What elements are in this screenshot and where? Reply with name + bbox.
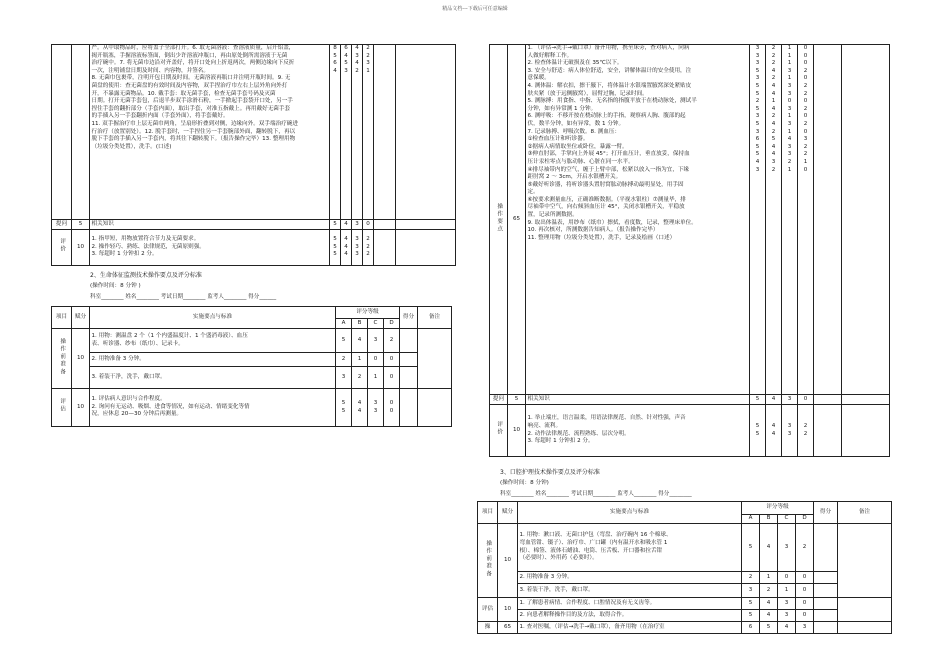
table-cell-text: 1: [771, 98, 776, 105]
table-cell-text: 备注: [838, 502, 892, 524]
table-cell-text: 0: [796, 598, 814, 610]
table-cell-text: 1: [760, 572, 778, 584]
table-cell-text: 4: [771, 151, 776, 158]
table-cell-text: 项目: [478, 502, 498, 524]
table-cell-text: 4: [760, 524, 778, 572]
table-cell-text: 2: [803, 105, 808, 112]
table-cell-text: 肤夹紧（放于远侧腋窝），屈臂过胸，记录时间。: [527, 90, 648, 97]
table-cell-text: 3: [787, 151, 792, 158]
table-cell-text: 评估: [478, 598, 498, 622]
table-cell-text: 0: [803, 113, 808, 120]
table-cell-text: 3: [755, 113, 760, 120]
table-cell-text: 2: [366, 251, 370, 258]
table-cell-text: 提问: [490, 395, 508, 405]
table-cell-text: 9. 取出体温表，用纱布（纸巾）擦拭，看度数，记录，整理床单位。: [527, 219, 697, 226]
table-cell-text: 2: [803, 90, 808, 97]
table-cell-text: 4: [771, 105, 776, 112]
table-cell-text: 5: [330, 220, 341, 230]
table-cell-text: 人做好解释工作。: [527, 52, 573, 59]
table-cell-text: 3. 安全与舒适：病人体位舒适，安全，讲解体温计的安全使用，注: [527, 67, 692, 74]
table-cell-text: 5: [336, 329, 352, 353]
table-cell-text: 2: [771, 60, 776, 67]
aseptic-continuation-table: [51, 44, 456, 266]
table-cell-text: B: [760, 515, 778, 524]
table-cell-text: 5: [755, 151, 760, 158]
table-cell-text: 2: [355, 67, 359, 74]
table-cell-text: 5: [333, 251, 337, 258]
table-cell-text: C: [368, 319, 384, 329]
table-row: [52, 220, 456, 230]
table-cell-text: 65: [508, 45, 526, 395]
table-cell-text: 3: [755, 60, 760, 67]
table-cell-text: 5: [755, 120, 760, 127]
table-cell-text: ②据病人病情取坐位或卧位，暴露一臂。: [527, 143, 628, 150]
table-cell-text: 2: [796, 524, 814, 572]
aseptic-steps-text: [90, 45, 330, 220]
table-cell-text: 3: [787, 120, 792, 127]
table-cell-text: 4: [771, 67, 776, 74]
grade-b-column: [766, 45, 782, 395]
table-cell-text: 评价: [59, 238, 66, 254]
table-cell-text: 3: [355, 243, 359, 250]
table-cell-text: 0: [796, 572, 814, 584]
table-cell-text: 3: [755, 166, 760, 173]
table-cell-text: 4: [766, 395, 782, 405]
table-cell-text: 1. 用物：测温盘 2 个（1 个内盛温度计、1 个盛消毒液）、血压: [91, 332, 248, 339]
table-cell-text: 赋分: [498, 502, 518, 524]
table-cell-text: 5: [344, 60, 348, 67]
table-cell-text: 得分: [400, 307, 418, 329]
table-cell-text: 2: [336, 353, 352, 367]
table-cell-text: 3: [787, 422, 792, 429]
table-cell-text: 1. 评估病人意识与合作程度。: [91, 396, 166, 403]
table-cell-text: 4: [771, 120, 776, 127]
table-cell-text: 意保暖。: [527, 75, 550, 82]
table-cell-text: 弯血管钳、镊子）、治疗巾、广口罐（内有温开水和吸水管 1: [519, 539, 668, 546]
table-cell-text: 10: [498, 598, 518, 622]
table-cell-text: 1: [352, 353, 368, 367]
table-cell-text: 10: [508, 405, 526, 457]
table-cell-text: 10. 再次核对，所测数据告知病人。（报告操作完毕）: [527, 227, 659, 234]
table-cell-text: 5: [755, 143, 760, 150]
table-cell-text: 1. 了解患者病情、合作程度、口腔情况及有无义齿等。: [518, 598, 742, 610]
table-cell-text: 4: [333, 67, 337, 74]
table-cell-text: 6: [755, 136, 760, 143]
table-row: [478, 584, 892, 598]
table-cell-text: 项目: [52, 307, 72, 329]
table-cell-text: 相关知识: [526, 395, 750, 405]
table-cell-text: 5: [742, 610, 760, 622]
table-cell-text: 4: [344, 243, 348, 250]
vital-signs-operation-table: [489, 44, 890, 457]
table-row: [478, 572, 892, 584]
table-cell-text: 0: [803, 45, 808, 51]
table-cell-text: B: [352, 319, 368, 329]
table-cell-text: 3. 着装干净，洗手，戴口罩。: [518, 584, 742, 598]
table-cell-text: 况，应休息 20—30 分钟后再测量。: [91, 411, 183, 418]
table-cell-text: 5: [755, 105, 760, 112]
table-row: [478, 610, 892, 622]
table-cell-text: 5: [333, 236, 337, 243]
table-cell-text: 3: [787, 143, 792, 150]
table-cell-text: 3: [787, 82, 792, 89]
table-cell-text: 3: [787, 67, 792, 74]
table-cell-text: 脱下手套的手插入另一手套内，将其往下翻转脱下。（报告操作完毕）13. 整理用物: [91, 136, 296, 143]
table-cell-text: 3: [755, 45, 760, 51]
table-cell-text: 6: [742, 622, 760, 634]
table-cell-text: 操: [478, 622, 498, 634]
table-cell-text: 1: [787, 75, 792, 82]
section3-title: 3、口腔护理技术操作要点及评分标准: [500, 469, 600, 476]
table-cell-text: 2: [803, 151, 808, 158]
table-cell-text: 0: [363, 220, 374, 230]
table-cell-text: 0: [384, 367, 400, 389]
table-cell-text: 5: [341, 407, 346, 414]
table-cell-text: 5: [72, 220, 90, 230]
table-cell-text: 0: [803, 128, 808, 135]
table-cell-text: 1: [787, 113, 792, 120]
table-cell-text: 0: [368, 353, 384, 367]
table-cell-text: 4: [771, 82, 776, 89]
table-cell-text: 3: [352, 220, 363, 230]
table-cell-text: 3: [803, 136, 808, 143]
table-cell-text: 5: [755, 90, 760, 97]
table-cell-text: 3: [336, 367, 352, 389]
table-cell-text: 5: [755, 67, 760, 74]
table-cell-text: 6: [344, 45, 348, 51]
table-cell-text: 表、听诊器、纱布（纸巾）、记录卡。: [91, 340, 184, 347]
table-cell-text: 2: [803, 82, 808, 89]
vital-signs-table: [51, 306, 452, 427]
table-cell-text: 1. 举止端庄，语言温柔，用语法律规范、自然、针对性强，声音: [527, 415, 686, 422]
table-cell-text: 5. 测脉搏：用食指、中指、无名指的指腹平放于在桡动脉处，测试半: [527, 98, 697, 105]
table-cell-text: 4. 测体温：解衣扣，擦干腋下，将体温计水银端置腋窝深处紧贴皮: [527, 82, 692, 89]
table-cell-text: 相关知识: [90, 220, 330, 230]
table-cell-text: 0: [803, 60, 808, 67]
table-cell-text: 3: [782, 395, 798, 405]
table-cell-text: 2: [803, 120, 808, 127]
table-cell-text: 距肘窝 2 ～ 3cm，开启水银槽开关。: [527, 174, 622, 181]
table-cell-text: 2: [366, 243, 370, 250]
table-cell-text: 捏住手套的翻折部分（手套内面），取出手套，对准五指戴上。再用戴好无菌手套: [91, 105, 291, 112]
table-cell-text: 3: [796, 622, 814, 634]
table-cell-text: 2. 操作轻巧、熟练、法律规范，无菌原则强。: [91, 243, 205, 250]
table-cell-text: 0: [803, 98, 808, 105]
table-cell-text: 得分: [814, 502, 838, 524]
table-cell-text: 尽袖带中空气，向右倾斜血压计 45°，关闭水银槽开关，平稳放: [527, 204, 685, 211]
table-cell-text: 3: [366, 60, 370, 67]
table-cell-text: A: [742, 515, 760, 524]
table-cell-text: 提问: [52, 220, 72, 230]
table-cell-text: 5: [755, 430, 760, 437]
table-cell-text: 评分等级: [336, 307, 400, 319]
table-cell-text: D: [384, 319, 400, 329]
table-cell-text: 1: [787, 60, 792, 67]
table-cell-text: 8. 无菌巾包裹带，注明开包日期及时间。无菌溶液再瓶口并注明开瓶时间。9. 无: [91, 75, 291, 82]
table-cell-text: 5: [760, 622, 778, 634]
op-label: 操作要点: [496, 202, 503, 234]
table-cell-text: 2: [803, 67, 808, 74]
table-cell-text: 2: [366, 236, 370, 243]
table-cell-text: （必要时）、外用药（必要时）。: [519, 555, 598, 562]
table-cell-text: 2: [771, 166, 776, 173]
table-cell-text: 揭开瓶塞，手握溶液标签面，倒出少许溶液冲瓶口，再由原处倒所需溶液于无菌: [91, 52, 288, 59]
table-cell-text: 3: [373, 407, 378, 414]
table-cell-text: 0: [796, 584, 814, 598]
table-cell-text: 4: [760, 610, 778, 622]
table-cell-text: 3: [787, 105, 792, 112]
section2-time: (操作时间：8 分钟 ): [90, 283, 141, 289]
table-cell-text: 3: [344, 67, 348, 74]
table-cell-text: 2. 动作法律规范、流程熟练、层次分明。: [527, 430, 630, 437]
table-cell-text: 行治疗（放置别处）。12. 脱手套时，一手捏住另一手套腕部外面，翻转脱下，再以: [91, 128, 296, 135]
table-cell-text: 5: [742, 598, 760, 610]
table-cell-text: 0: [796, 610, 814, 622]
table-cell-text: 1. 用物：漱口液、无菌口护包（弯盘、治疗碗内 16 个棉球、: [519, 532, 672, 539]
table-cell-text: 3. 着装干净，洗手，戴口罩。: [90, 367, 336, 389]
table-cell-text: 0: [389, 399, 394, 406]
table-cell-text: 3: [355, 251, 359, 258]
table-cell-text: 1: [803, 158, 808, 165]
table-cell-text: ⑥按要求测量血压，正确准断数据。（平视水银柱）⑦测量毕，排: [527, 196, 686, 203]
table-cell-text: 2: [760, 584, 778, 598]
table-cell-text: 4: [771, 90, 776, 97]
table-row: [52, 367, 452, 389]
table-cell-text: 1. 查对医嘱，（评估→洗手→戴口罩），备齐用物（在治疗室: [518, 622, 742, 634]
table-cell-text: 2: [771, 45, 776, 51]
table-cell-text: 1. 指甲短，用物放置符合节力及无菌要求。: [91, 236, 200, 243]
table-cell-text: 响亮、流利。: [527, 422, 562, 429]
table-cell-text: 65: [498, 622, 518, 634]
table-cell-text: 1: [787, 52, 792, 59]
table-cell-text: 11. 双手握治疗巾上层无菌巾两角，呈扇形折叠到对侧，边缘向外。双手端治疗碗进: [91, 120, 298, 127]
table-cell-text: 2. 用物准备 3 分钟。: [90, 353, 336, 367]
grade-c-column: [782, 45, 798, 395]
table-cell-text: 根）、棉签、液体石蜡油、电筒、压舌板、开口器和拉舌钳: [519, 547, 663, 554]
table-cell-text: 治疗碗中。7. 将无菌巾边沿对齐盖好，将开口处向上折返两次，两侧边缘向下反折: [91, 60, 295, 67]
table-cell-text: 5: [333, 52, 337, 59]
table-cell-text: 4: [771, 430, 776, 437]
section3-time: (操作时间：8 分钟): [500, 480, 549, 486]
table-cell-text: 压计汞柱零点与肱动脉、心脏在同一水平。: [527, 158, 634, 165]
table-row: [52, 230, 456, 266]
table-cell-text: 2: [771, 52, 776, 59]
grade-a-column: [750, 45, 766, 395]
table-cell-text: 3: [755, 128, 760, 135]
table-cell-text: 5: [750, 395, 766, 405]
table-cell-text: 3: [787, 90, 792, 97]
section2-title: 2、生命体征监测技术操作要点及评分标准: [90, 272, 202, 279]
table-cell-text: 4: [771, 422, 776, 429]
table-cell-text: 11. 整理用物（垃圾分类处置），洗手，记录及绘画（口述）: [527, 234, 676, 241]
table-cell-text: 4: [771, 143, 776, 150]
table-cell-text: 1: [366, 67, 370, 74]
table-cell-text: 2: [352, 367, 368, 389]
table-cell-text: 5: [755, 82, 760, 89]
table-cell-text: 5: [333, 243, 337, 250]
table-cell-text: 0: [803, 75, 808, 82]
table-cell-text: 1. （评估→洗手→戴口罩）备齐用物，携至床旁，查对病人，向病: [527, 45, 690, 51]
table-cell-text: 7. 记录脉搏、呼吸次数。8. 测血压：: [527, 128, 621, 135]
table-cell-text: 日期。打开无菌手套包，后退半步双手涂滑石粉，一手掀起手套袋开口处，另一手: [91, 98, 293, 105]
table-cell-text: 4: [355, 45, 359, 51]
table-row: [490, 405, 890, 457]
table-cell-text: 10: [498, 524, 518, 598]
table-row: [52, 389, 452, 427]
table-cell-text: 2: [366, 45, 370, 51]
table-cell-text: 菌盘的使用：查无菌盘的有效时间及内容物，双手捏治疗巾左右上层外角向外打: [91, 82, 288, 89]
table-cell-text: 4: [344, 52, 348, 59]
table-cell-text: 定。: [527, 189, 539, 196]
table-cell-text: 开，不暴露无菌物品。10. 戴手套：取无菌手套，检查无菌手套号码及灭菌: [91, 90, 276, 97]
table-cell-text: 10: [72, 230, 90, 266]
table-row: [52, 329, 452, 353]
table-cell-text: 6. 测呼吸：不移开按在桡动脉上的手指，观察病人胸、腹部的起: [527, 113, 686, 120]
table-cell-text: 3: [771, 158, 776, 165]
table-cell-text: 4: [760, 598, 778, 610]
table-cell-text: 4: [778, 622, 796, 634]
section3-info: 科室________ 姓名________ 考试日期________ 监考人________ 得分________: [500, 491, 692, 497]
table-cell-text: 1: [787, 128, 792, 135]
page-header: 精品文档---下载后可任意编辑: [442, 6, 508, 12]
table-cell-text: 1: [368, 367, 384, 389]
table-cell-text: ③伸直肘部，手掌向上外展 45°；打开血压计，垂直放妥，保持血: [527, 151, 690, 158]
table-cell-text: 备注: [418, 307, 452, 329]
table-row: [478, 622, 892, 634]
table-cell-text: 4: [357, 407, 362, 414]
table-cell-text: 4: [787, 136, 792, 143]
table-cell-text: 2: [787, 158, 792, 165]
table-header: [478, 502, 892, 515]
table-cell-text: 3: [778, 598, 796, 610]
table-cell-text: 2: [771, 128, 776, 135]
table-cell-text: 0: [803, 166, 808, 173]
table-row: [52, 353, 452, 367]
table-header: [52, 307, 452, 319]
table-cell-text: 8: [333, 45, 337, 51]
table-cell-text: 评估: [59, 398, 66, 414]
table-cell-text: 0: [384, 353, 400, 367]
table-cell-text: 3: [755, 52, 760, 59]
table-cell-text: C: [778, 515, 796, 524]
table-cell-text: 2. 用物准备 3 分钟。: [518, 572, 742, 584]
table-cell-text: 5: [341, 399, 346, 406]
table-cell-text: 置，记录所测数据。: [527, 212, 578, 219]
table-cell-text: 2: [771, 75, 776, 82]
grade-d-column: [798, 45, 814, 395]
table-cell-text: 一次，注明铺盘日期及时间、内容物，并签名。: [91, 67, 209, 74]
table-cell-text: D: [796, 515, 814, 524]
table-cell-text: 1: [787, 45, 792, 51]
vital-steps-text: [526, 45, 750, 395]
table-cell-text: 实施要点与标准: [518, 502, 742, 524]
table-cell-text: 5: [508, 395, 526, 405]
table-cell-text: A: [336, 319, 352, 329]
table-cell-text: 2. 询问有无运动、吸烟、进食等情况，如有运动、情绪变化等情: [91, 403, 250, 410]
table-cell-text: 4: [344, 251, 348, 258]
table-cell-text: 3: [368, 329, 384, 353]
table-cell-text: 2. 检查体温计无破损及在 35℃以下。: [527, 60, 623, 67]
table-cell-text: 5: [771, 136, 776, 143]
table-cell-text: 6: [333, 60, 337, 67]
table-cell-text: 4: [344, 236, 348, 243]
table-cell-text: 3: [778, 524, 796, 572]
table-cell-text: 4: [341, 220, 352, 230]
table-cell-text: 2: [803, 430, 808, 437]
table-cell-text: 赋分: [72, 307, 90, 329]
table-cell-text: 2: [742, 572, 760, 584]
table-cell-text: 3. 每超时 1 分钟扣 2 分。: [527, 438, 594, 445]
table-cell-text: 的手插入另一手套翻折内面（手套外面），将手套戴好。: [91, 113, 229, 120]
table-cell-text: 4: [352, 329, 368, 353]
table-cell-text: 2: [366, 52, 370, 59]
table-cell-text: 5: [742, 524, 760, 572]
table-cell-text: 2: [803, 422, 808, 429]
table-cell-text: 操作前准备: [59, 337, 66, 376]
table-cell-text: 操作前准备: [485, 539, 492, 578]
table-cell-text: 3: [373, 399, 378, 406]
table-cell-text: 2: [384, 329, 400, 353]
table-cell-text: 3: [355, 236, 359, 243]
table-cell-text: 严。从中取物品时，应将盖子全部打开。6. 取无菌溶液：查溶液质量，启开铝盖，: [91, 45, 295, 51]
table-cell-text: 10: [72, 389, 90, 427]
table-cell-text: 3: [787, 430, 792, 437]
table-cell-text: 3. 每超时 1 分钟扣 2 分。: [91, 251, 158, 258]
table-cell-text: 0: [778, 572, 796, 584]
table-cell-text: 3: [355, 52, 359, 59]
oral-care-table: [477, 501, 892, 634]
table-cell-text: 1: [778, 584, 796, 598]
table-cell-text: 1: [787, 166, 792, 173]
table-cell-text: 2. 向患者解释操作目的及方法，取得合作。: [518, 610, 742, 622]
table-cell-text: 伏，数半分钟，如有异常，数 1 分钟。: [527, 120, 625, 127]
table-cell-text: 0: [389, 407, 394, 414]
table-row: [478, 598, 892, 610]
table-cell-text: 3: [755, 75, 760, 82]
table-cell-text: 分钟，如有异常测 1 分钟。: [527, 105, 597, 112]
table-cell-text: 4: [355, 60, 359, 67]
table-cell-text: 3: [742, 584, 760, 598]
section2-info: 科室________ 姓名________ 考试日期________ 监考人________ 得分______: [90, 294, 277, 300]
table-cell-text: ⑤戴好听诊器，将听诊器头置肘窝肱动脉搏动最明显处，用手固: [527, 181, 684, 188]
table-cell-text: 0: [803, 52, 808, 59]
table-cell-text: 2: [771, 113, 776, 120]
table-cell-text: 0: [787, 98, 792, 105]
table-cell-text: 2: [803, 143, 808, 150]
table-cell-text: ①检查血压计和听诊器。: [527, 136, 589, 143]
table-cell-text: 2: [755, 98, 760, 105]
table-cell-text: 评价: [496, 421, 503, 437]
table-cell-text: 10: [72, 329, 90, 389]
table-cell-text: 实施要点与标准: [90, 307, 336, 329]
table-cell-text: 评分等级: [742, 502, 814, 515]
table-cell-text: （垃圾分类处置），洗手。(口述): [91, 143, 172, 150]
table-row: [478, 524, 892, 572]
table-row: [490, 395, 890, 405]
table-cell-text: 3: [778, 610, 796, 622]
table-cell-text: 4: [755, 158, 760, 165]
table-cell-text: 5: [755, 422, 760, 429]
table-cell-text: 0: [798, 395, 814, 405]
table-cell-text: 4: [357, 399, 362, 406]
table-cell-text: ④排尽袖带内的空气，缠于上臂中部，松紧以放入一指为宜，下缘: [527, 166, 690, 173]
